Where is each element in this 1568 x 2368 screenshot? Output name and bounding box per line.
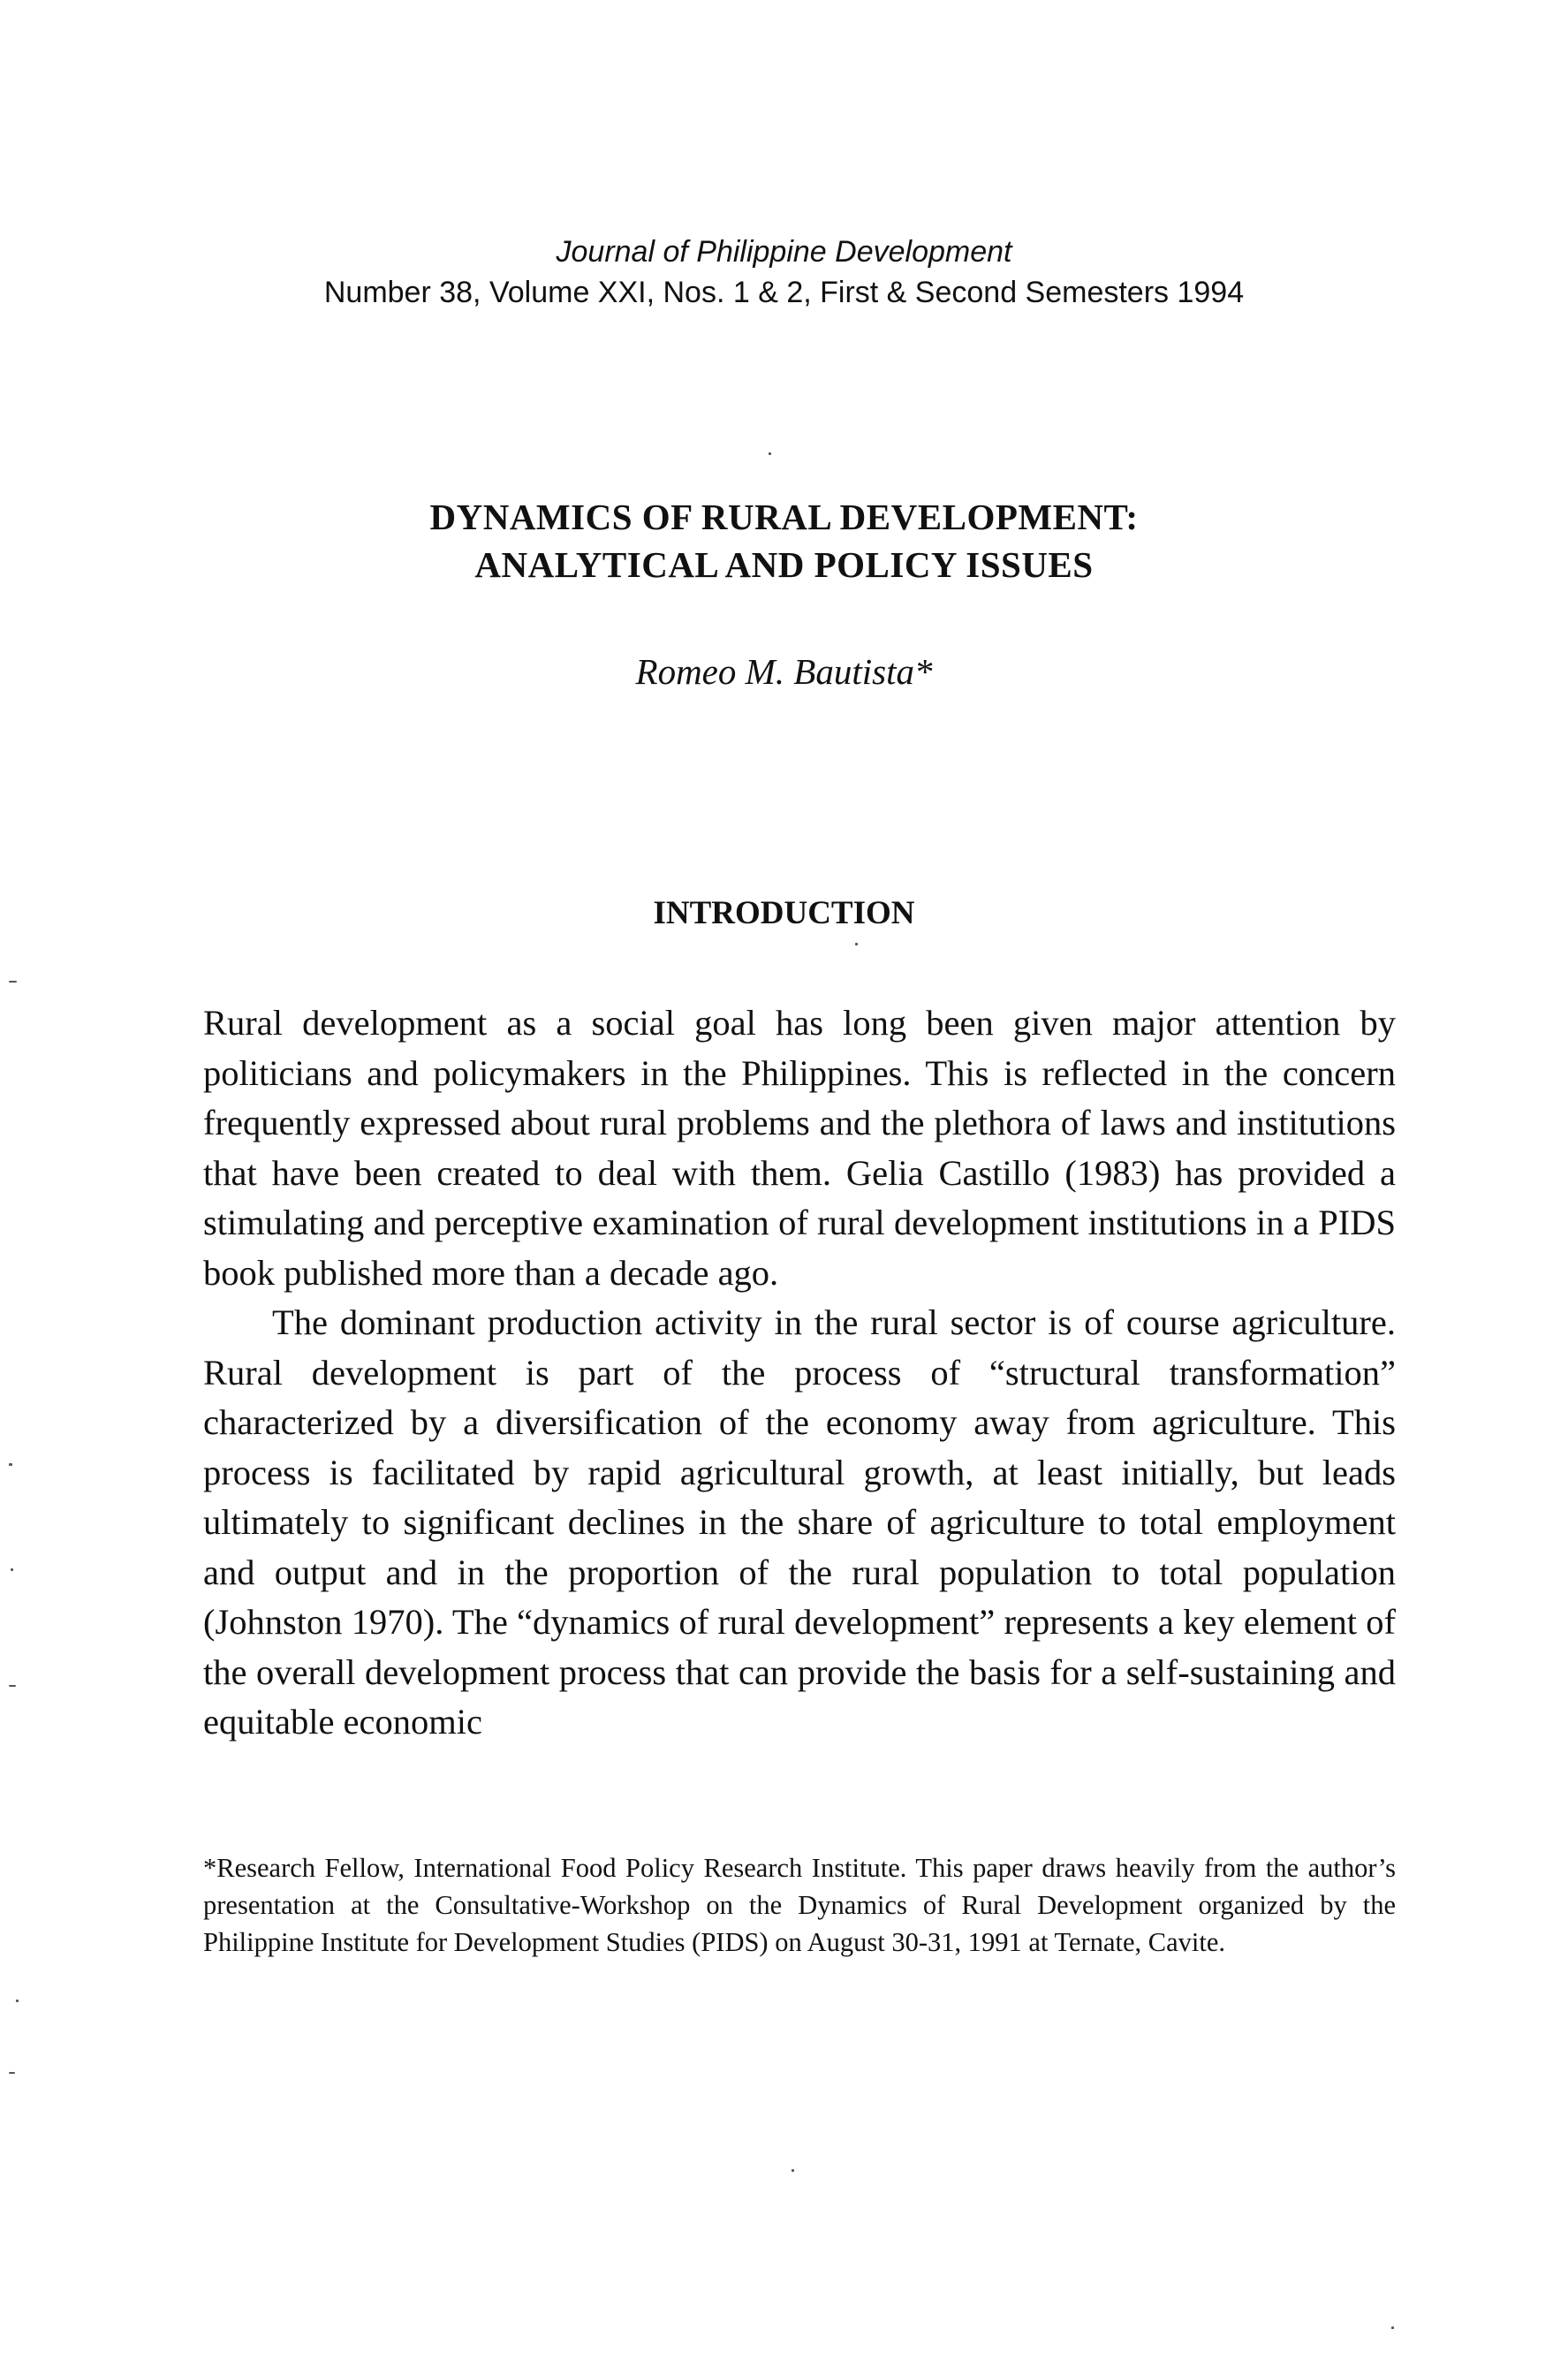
scan-speck [16, 2000, 19, 2002]
scan-speck [792, 2169, 794, 2172]
scan-speck [9, 2072, 15, 2074]
body-paragraph-2: The dominant production activity in the rural sector is of course agriculture. Rural development is part of the process of “structural transformation” characterized by a diversification of the economy away from agriculture. This process is facilitated by rapid agricultural growth, at least initially, but leads ultimately to significant declines in the share of agriculture to total employment and output and in the proportion of the rural population to total population (Johnston 1970). The “dynamics of rural development” represents a key element of the overall development process that can provide the basis for a self-sustaining and equitable economic [203, 1302, 1396, 1742]
scan-speck [769, 452, 771, 455]
article-title-line-1: DYNAMICS OF RURAL DEVELOPMENT: [429, 497, 1139, 537]
journal-issue-line: Number 38, Volume XXI, Nos. 1 & 2, First & Second Semesters 1994 [323, 276, 1245, 309]
journal-name: Journal of Philippine Development [556, 235, 1012, 269]
section-heading: INTRODUCTION [653, 895, 915, 931]
scan-speck [9, 1463, 12, 1466]
scan-speck [9, 981, 17, 983]
scan-speck [1391, 2326, 1394, 2329]
scan-speck [855, 943, 858, 945]
body-text [203, 998, 1396, 1748]
footnote-text: *Research Fellow, International Food Policy Research Institute. This paper draws heavily from the author’s presentation at the Consultative-Workshop on the Dynamics of Rural Development organized by the Philippine Institute for Development Studies (PIDS) on August 30-31, 1991 at Ternate, Cavite. [203, 1853, 1396, 1957]
article-title-line-2: ANALYTICAL AND POLICY ISSUES [474, 544, 1094, 585]
scan-speck [9, 1685, 16, 1687]
footnote [203, 1849, 1396, 1961]
article-author: Romeo M. Bautista* [635, 651, 933, 692]
scan-speck [11, 1568, 13, 1571]
journal-header [0, 231, 1568, 313]
article-title [0, 493, 1568, 588]
body-paragraph-1: Rural development as a social goal has long been given major attention by politicians and policymakers in the Philippines. This is reflected in the concern frequently expressed about rural problems and the plethora of laws and institutions that have been created to deal with them. Gelia Castillo (1983) has provided a stimulating and perceptive examination of rural development institutions in a PIDS book published more than a decade ago. [203, 1003, 1396, 1293]
